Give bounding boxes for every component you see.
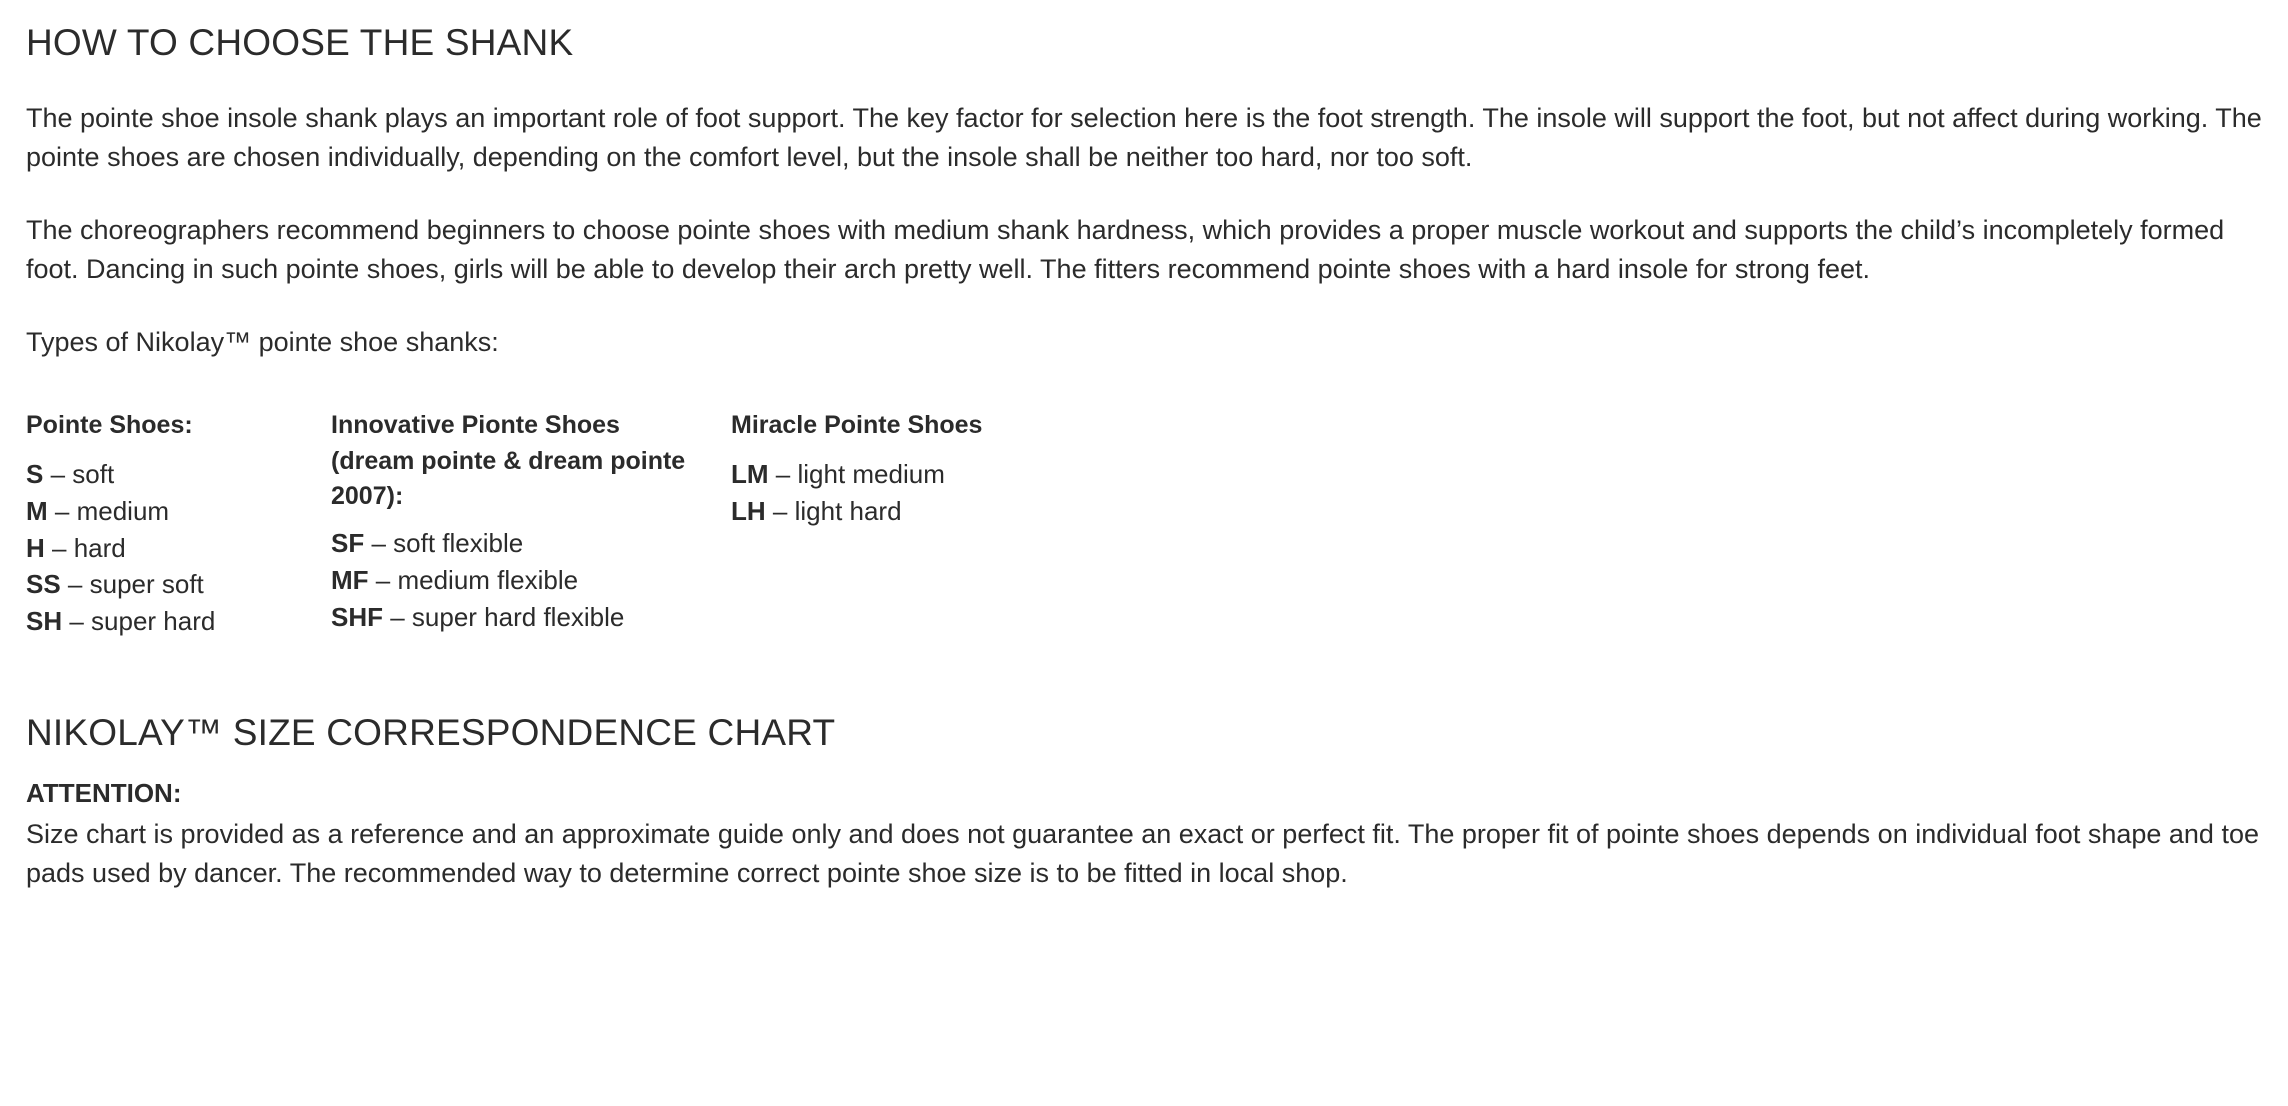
shank-column-innovative-pointe-shoes [331, 408, 731, 635]
shank-code: LM [731, 458, 769, 489]
list-item [26, 493, 331, 530]
shank-code: M [26, 495, 48, 526]
shank-column-pointe-shoes [26, 408, 331, 640]
list-item [26, 456, 331, 493]
column-entries [26, 456, 331, 641]
list-item [26, 603, 331, 640]
shank-code: S [26, 458, 44, 489]
shank-code: H [26, 532, 45, 563]
shank-desc: – super hard flexible [390, 601, 625, 632]
shank-desc: – light medium [775, 458, 945, 489]
column-entries [731, 456, 1151, 530]
column-header-line: Innovative Pionte Shoes [331, 411, 620, 440]
shank-desc: – hard [52, 532, 126, 563]
column-header [331, 408, 731, 515]
column-entries [331, 525, 731, 636]
shank-desc: – light hard [772, 495, 902, 526]
column-header-line: (dream pointe & dream pointe [331, 446, 686, 475]
column-header: Miracle Pointe Shoes [731, 411, 983, 440]
list-item [26, 530, 331, 567]
shank-desc: – soft [50, 458, 115, 489]
shank-types-intro: Types of Nikolay™ pointe shoe shanks: [26, 327, 499, 358]
shank-code: MF [331, 564, 369, 595]
column-header-line: 2007): [331, 482, 404, 511]
size-chart-title: NIKOLAY™ SIZE CORRESPONDENCE CHART [26, 712, 836, 754]
shank-paragraph-2: The choreographers recommend beginners to choose pointe shoes with medium shank hardness, which provides a proper muscle workout and supports the child’s incompletely formed foot. Dancing in such pointe shoes, girls will be able to develop their arch pretty well. The fitters recommend pointe shoes with a hard insole for strong feet. [26, 214, 2225, 284]
list-item [331, 525, 731, 562]
shank-desc: – medium flexible [375, 564, 579, 595]
shank-desc: – super hard [69, 606, 216, 637]
list-item [731, 456, 1151, 493]
list-item [331, 562, 731, 599]
shank-types-table [26, 408, 2262, 640]
shank-code: SH [26, 606, 63, 637]
shank-code: LH [731, 495, 766, 526]
shank-code: SF [331, 527, 365, 558]
shank-code: SHF [331, 601, 383, 632]
shank-desc: – soft flexible [371, 527, 524, 558]
shank-column-miracle-pointe-shoes [731, 408, 1151, 529]
shank-paragraph-1: The pointe shoe insole shank plays an important role of foot support. The key factor for selection here is the foot strength. The insole will support the foot, but not affect during working. The pointe shoes are chosen individually, depending on the comfort level, but the insole shall be neither too hard, nor too soft. [26, 102, 2262, 172]
page-title: HOW TO CHOOSE THE SHANK [26, 22, 574, 63]
list-item [26, 566, 331, 603]
column-header: Pointe Shoes: [26, 411, 193, 440]
shank-code: SS [26, 569, 61, 600]
shank-desc: – super soft [67, 569, 204, 600]
attention-label: ATTENTION: [26, 778, 182, 809]
list-item [331, 599, 731, 636]
shank-desc: – medium [54, 495, 170, 526]
attention-text: Size chart is provided as a reference and an approximate guide only and does not guarantee an exact or perfect fit. The proper fit of pointe shoes depends on individual foot shape and toe pads used by dancer. The recommended way to determine correct pointe shoe size is to be fitted in local shop. [26, 819, 2259, 889]
list-item [731, 493, 1151, 530]
